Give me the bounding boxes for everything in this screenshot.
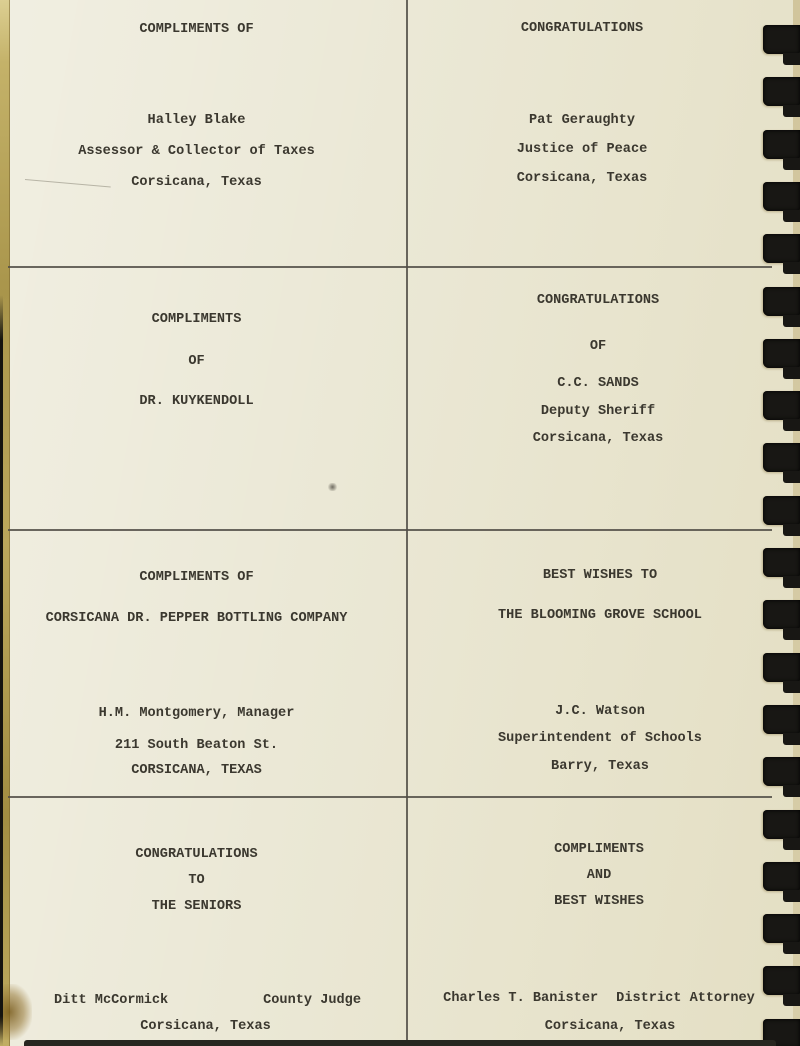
binding-tooth xyxy=(763,339,800,368)
greeting-line: COMPLIMENTS xyxy=(554,842,644,857)
binding-tooth xyxy=(763,234,800,263)
greeting-line: TO xyxy=(188,873,205,888)
signature-row xyxy=(421,990,777,1008)
binding-tooth xyxy=(763,810,800,839)
advertiser-city: Corsicana, Texas xyxy=(131,175,262,190)
advertiser-company: CORSICANA DR. PEPPER BOTTLING COMPANY xyxy=(45,611,348,626)
advertiser-title: Deputy Sheriff xyxy=(540,404,656,419)
advertiser-name: J.C. Watson xyxy=(555,704,645,719)
greeting-line: COMPLIMENTS OF xyxy=(139,22,254,37)
greeting-line: COMPLIMENTS xyxy=(151,312,242,327)
ad-cell-blooming-grove-school xyxy=(407,530,777,796)
binding-tooth xyxy=(763,287,800,316)
greeting-line: THE SENIORS xyxy=(151,899,242,914)
binding-tooth xyxy=(763,600,800,629)
binding-tooth xyxy=(763,25,800,54)
binding-comb xyxy=(752,0,800,1046)
advertiser-city: Corsicana, Texas xyxy=(544,1019,676,1034)
greeting-line: BEST WISHES TO xyxy=(542,568,658,583)
binding-tooth xyxy=(763,496,800,525)
binding-tooth xyxy=(763,443,800,472)
scan-edge-shadow-bottom xyxy=(24,1040,776,1046)
advertiser-title: Justice of Peace xyxy=(516,142,648,157)
advertiser-name: DR. KUYKENDOLL xyxy=(139,394,254,409)
binding-tooth xyxy=(763,914,800,943)
greeting-line: BEST WISHES xyxy=(554,894,644,909)
binding-tooth xyxy=(763,130,800,159)
advertiser-title: Superintendent of Schools xyxy=(498,731,702,746)
advertiser-city: Corsicana, Texas xyxy=(140,1019,271,1034)
signature-row xyxy=(8,992,385,1010)
binding-tooth xyxy=(763,182,800,211)
advertiser-name: Ditt McCormick xyxy=(54,993,169,1008)
greeting-line: CONGRATULATIONS xyxy=(536,293,660,308)
advertiser-city: Corsicana, Texas xyxy=(532,431,664,446)
greeting-line: CONGRATULATIONS xyxy=(520,21,644,36)
greeting-line: OF xyxy=(188,354,205,369)
ad-cell-dr-pepper-bottling xyxy=(8,530,407,796)
advertiser-title: District Attorney xyxy=(616,991,755,1006)
greeting-line: CONGRATULATIONS xyxy=(135,847,258,862)
advertiser-address: 211 South Beaton St. xyxy=(114,738,279,753)
advertiser-name: Charles T. Banister xyxy=(443,991,599,1006)
ad-cell-halley-blake xyxy=(8,0,407,266)
binding-tooth xyxy=(763,653,800,682)
binding-tooth xyxy=(763,862,800,891)
ad-cell-pat-geraughty xyxy=(407,0,777,266)
ad-cell-charles-banister xyxy=(407,797,777,1046)
advertiser-city: Barry, Texas xyxy=(551,759,649,774)
advertiser-title: County Judge xyxy=(263,993,361,1008)
binding-tooth xyxy=(763,757,800,786)
binding-tooth xyxy=(763,77,800,106)
scan-edge-shadow-left xyxy=(0,295,3,1046)
advertiser-name: Halley Blake xyxy=(147,113,246,128)
advertiser-name: Pat Geraughty xyxy=(528,113,636,128)
ink-smudge xyxy=(328,483,337,491)
advertiser-title: Assessor & Collector of Taxes xyxy=(78,144,315,159)
greeting-line: OF xyxy=(589,339,607,354)
binding-tooth xyxy=(763,548,800,577)
binding-tooth xyxy=(763,705,800,734)
binding-tooth xyxy=(763,391,800,420)
binding-tooth xyxy=(763,966,800,995)
advertiser-city: Corsicana, Texas xyxy=(516,171,648,186)
ad-cell-dr-kuykendoll xyxy=(8,267,407,529)
greeting-line: AND xyxy=(586,868,612,883)
ad-cell-ditt-mccormick xyxy=(8,797,407,1046)
advertiser-company: THE BLOOMING GROVE SCHOOL xyxy=(498,608,702,623)
advertiser-name: C.C. SANDS xyxy=(557,376,639,391)
ad-cell-cc-sands xyxy=(407,267,777,529)
greeting-line: COMPLIMENTS OF xyxy=(139,570,254,585)
advertiser-name: H.M. Montgomery, Manager xyxy=(98,706,295,721)
advertiser-city: CORSICANA, TEXAS xyxy=(131,763,262,778)
